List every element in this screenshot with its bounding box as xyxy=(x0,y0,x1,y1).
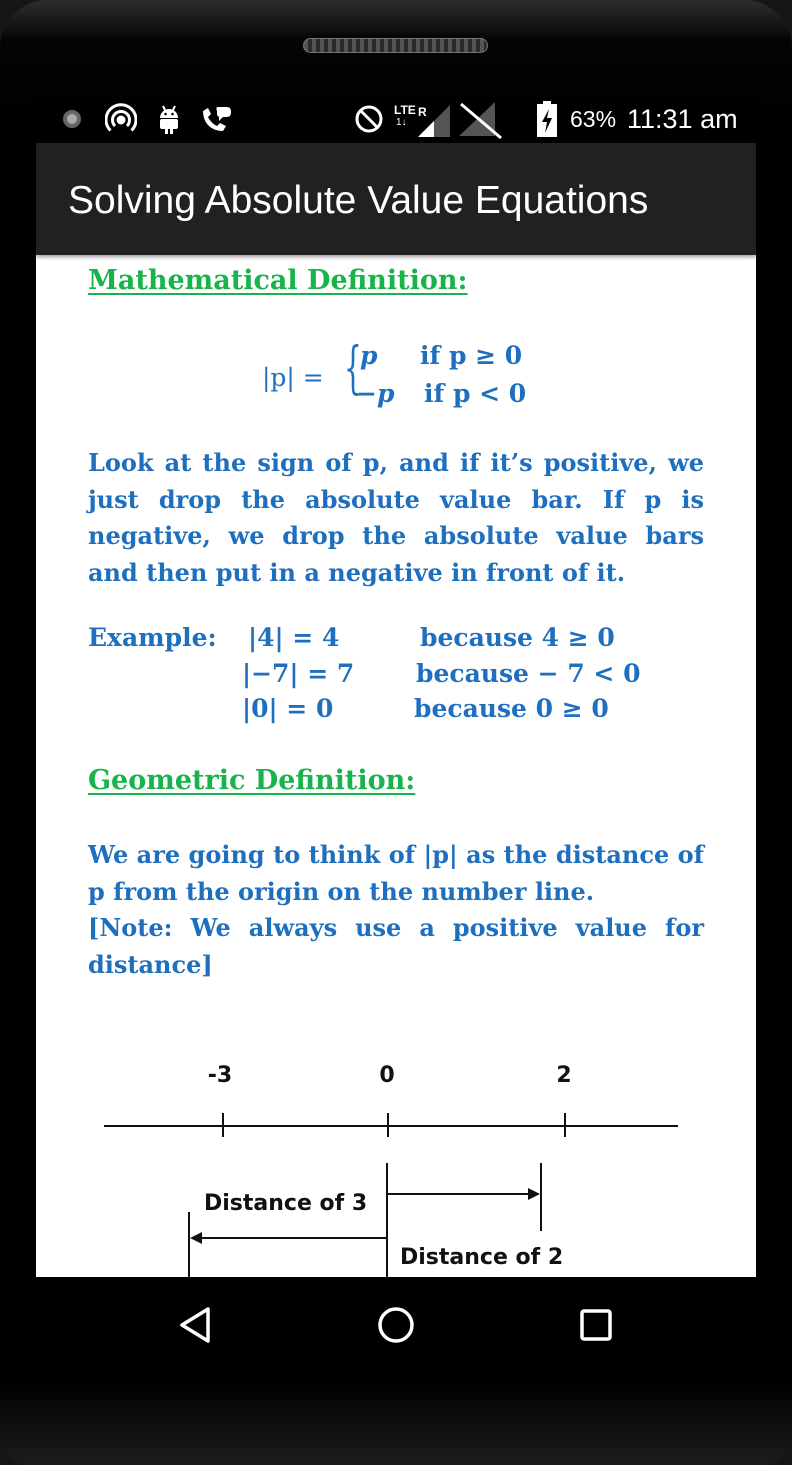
example-reason: because − 7 < 0 xyxy=(416,659,641,688)
lte-sub-label: 1↓ xyxy=(396,117,407,128)
record-icon xyxy=(58,95,86,143)
no-signal-icon xyxy=(454,95,506,143)
paragraph-line: Look at the sign of p, and if it’s positive, we xyxy=(88,448,704,477)
home-button[interactable] xyxy=(348,1277,444,1373)
def-case2-condition: if p < 0 xyxy=(424,379,527,408)
status-bar xyxy=(36,95,756,143)
example-expr: |−7| = 7 xyxy=(242,659,355,688)
block-icon xyxy=(352,95,386,143)
distance-2-label: Distance of 2 xyxy=(400,1245,564,1270)
def-case2-value: −p xyxy=(356,379,395,408)
example-expr: |4| = 4 xyxy=(248,623,340,652)
left-arrowhead xyxy=(190,1232,202,1244)
def-case1-condition: if p ≥ 0 xyxy=(420,341,523,370)
def-case1-value: p xyxy=(360,341,378,370)
battery-percent: 63% xyxy=(570,106,617,132)
geometric-paragraph xyxy=(88,837,704,983)
tick-label-0: 0 xyxy=(379,1063,395,1088)
hotspot-icon xyxy=(104,95,138,143)
paragraph-line: and then put in a negative in front of it. xyxy=(88,557,626,587)
back-icon xyxy=(176,1305,216,1345)
recents-icon xyxy=(576,1305,616,1345)
tick-label-2: 2 xyxy=(556,1063,572,1088)
call-forward-icon xyxy=(198,95,236,143)
paragraph-line: negative, we drop the absolute value bars xyxy=(88,521,704,550)
example-reason: because 4 ≥ 0 xyxy=(420,623,615,652)
example-label: Example: xyxy=(88,623,217,652)
document-view[interactable] xyxy=(36,255,756,1277)
paragraph-line: [Note: We always use a positive value for xyxy=(88,913,704,942)
curly-brace: { xyxy=(344,336,362,401)
math-definition-heading: Mathematical Definition: xyxy=(88,265,468,296)
tick-label-neg3: -3 xyxy=(207,1063,233,1088)
paragraph-line: p from the origin on the number line. xyxy=(88,876,595,906)
paragraph-line: distance] xyxy=(88,949,213,979)
home-icon xyxy=(376,1305,416,1345)
recents-button[interactable] xyxy=(548,1277,644,1373)
paragraph-line: We are going to think of |p| as the distance of xyxy=(88,840,704,869)
roaming-label: R xyxy=(418,105,427,119)
lte-label: LTE xyxy=(394,103,416,117)
paragraph-line: just drop the absolute value bar. If p is xyxy=(88,484,704,514)
app-bar xyxy=(36,143,756,255)
navigation-bar xyxy=(36,1277,756,1373)
def-formula-lhs: |p| = xyxy=(262,363,324,392)
distance-3-label: Distance of 3 xyxy=(204,1191,368,1216)
page-title: Solving Absolute Value Equations xyxy=(68,179,649,222)
lte-signal-icon xyxy=(392,95,454,143)
battery-charging-icon xyxy=(532,95,562,143)
back-button[interactable] xyxy=(148,1277,244,1373)
clock: 11:31 am xyxy=(627,104,738,134)
earpiece-speaker xyxy=(303,38,488,53)
android-icon xyxy=(154,95,184,143)
example-expr: |0| = 0 xyxy=(242,694,334,723)
right-arrowhead xyxy=(528,1188,540,1200)
number-line-diagram xyxy=(36,1045,756,1277)
example-reason: because 0 ≥ 0 xyxy=(414,694,609,723)
geometric-definition-heading: Geometric Definition: xyxy=(88,765,416,796)
definition-paragraph xyxy=(88,445,704,591)
